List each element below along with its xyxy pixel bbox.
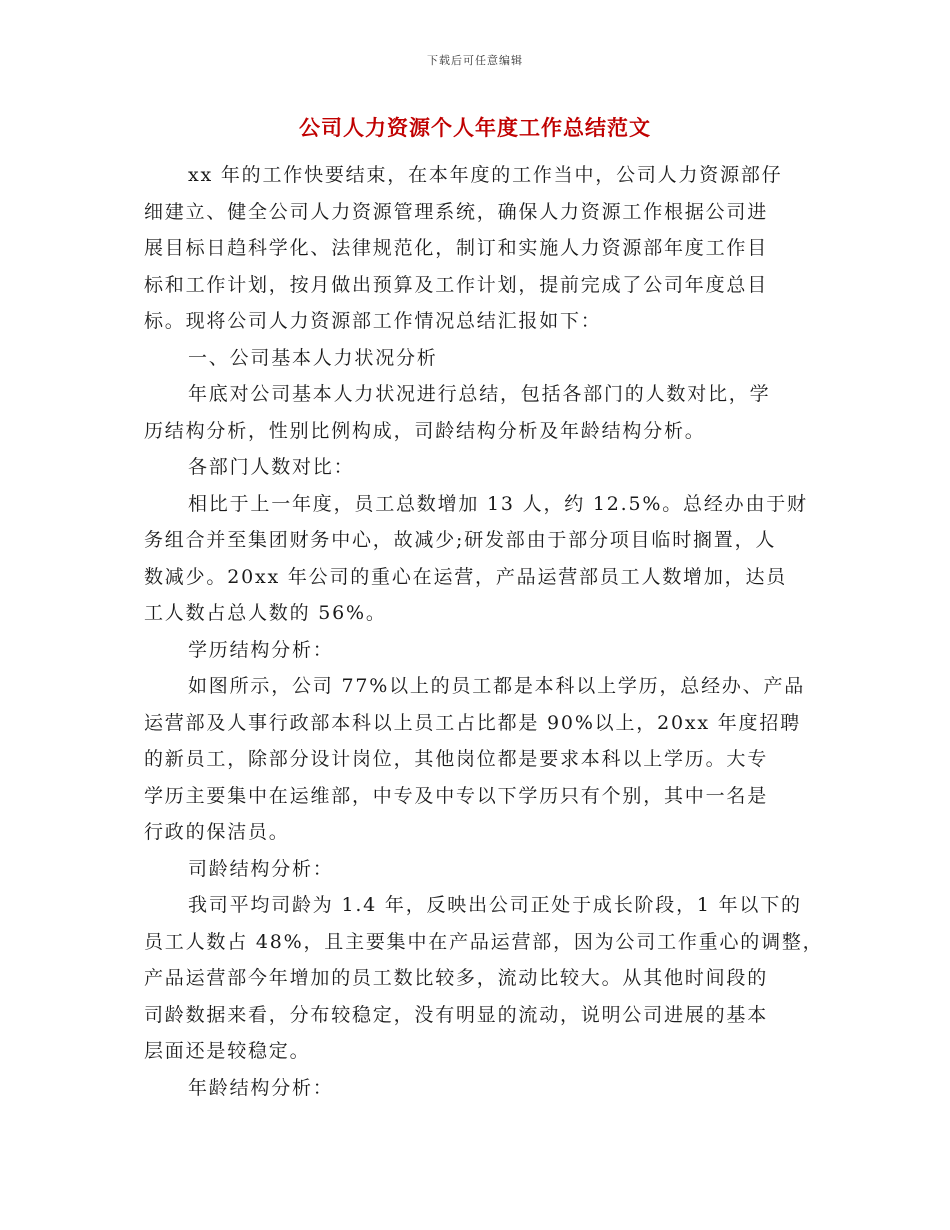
text-line: 各部门人数对比： xyxy=(188,456,355,478)
text-line: 历结构分析，性别比例构成，司龄结构分析及年龄结构分析。 xyxy=(144,419,706,442)
text-line: 如图所示，公司 77%以上的员工都是本科以上学历，总经办、产品 xyxy=(188,675,806,697)
text-line: 司龄结构分析： xyxy=(188,857,334,880)
text-line: 学历结构分析： xyxy=(188,638,334,661)
text-line: 我司平均司龄为 1.4 年，反映出公司正处于成长阶段，1 年以下的 xyxy=(188,894,802,916)
text-line: 一、公司基本人力状况分析 xyxy=(188,346,438,369)
document-body xyxy=(144,157,824,1106)
text-line: 展目标日趋科学化、法律规范化，制订和实施人力资源部年度工作目 xyxy=(144,237,769,259)
text-line: 的新员工，除部分设计岗位，其他岗位都是要求本科以上学历。大专 xyxy=(144,748,769,770)
text-line: 员工人数占 48%，且主要集中在产品运营部，因为公司工作重心的调整， xyxy=(144,930,824,953)
text-line: 司龄数据来看，分布较稳定，没有明显的流动，说明公司进展的基本 xyxy=(144,1003,769,1026)
text-line: 年龄结构分析： xyxy=(188,1076,334,1099)
text-line: 行政的保洁员。 xyxy=(144,821,290,843)
header-note: 下载后可任意编辑 xyxy=(427,54,523,67)
text-line: 层面还是较稳定。 xyxy=(144,1040,311,1062)
text-line: 细建立、健全公司人力资源管理系统，确保人力资源工作根据公司进 xyxy=(144,200,769,223)
text-line: 务组合并至集团财务中心，故减少;研发部由于部分项目临时搁置，人 xyxy=(144,529,777,551)
text-line: 相比于上一年度，员工总数增加 13 人，约 12.5%。总经办由于财 xyxy=(188,492,808,515)
text-line: 年底对公司基本人力状况进行总结，包括各部门的人数对比，学 xyxy=(188,383,771,405)
text-line: 数减少。20xx 年公司的重心在运营，产品运营部员工人数增加，达员 xyxy=(144,565,788,588)
text-line: 标和工作计划，按月做出预算及工作计划，提前完成了公司年度总目 xyxy=(144,273,769,296)
text-line: xx 年的工作快要结束，在本年度的工作当中，公司人力资源部仔 xyxy=(188,164,783,186)
document-title: 公司人力资源个人年度工作总结范文 xyxy=(299,116,651,140)
text-line: 工人数占总人数的 56%。 xyxy=(144,602,387,624)
text-line: 学历主要集中在运维部，中专及中专以下学历只有个别，其中一名是 xyxy=(144,784,769,807)
text-line: 标。现将公司人力资源部工作情况总结汇报如下： xyxy=(144,310,602,332)
text-line: 运营部及人事行政部本科以上员工占比都是 90%以上，20xx 年度招聘 xyxy=(144,711,801,734)
text-line: 产品运营部今年增加的员工数比较多，流动比较大。从其他时间段的 xyxy=(144,967,769,989)
